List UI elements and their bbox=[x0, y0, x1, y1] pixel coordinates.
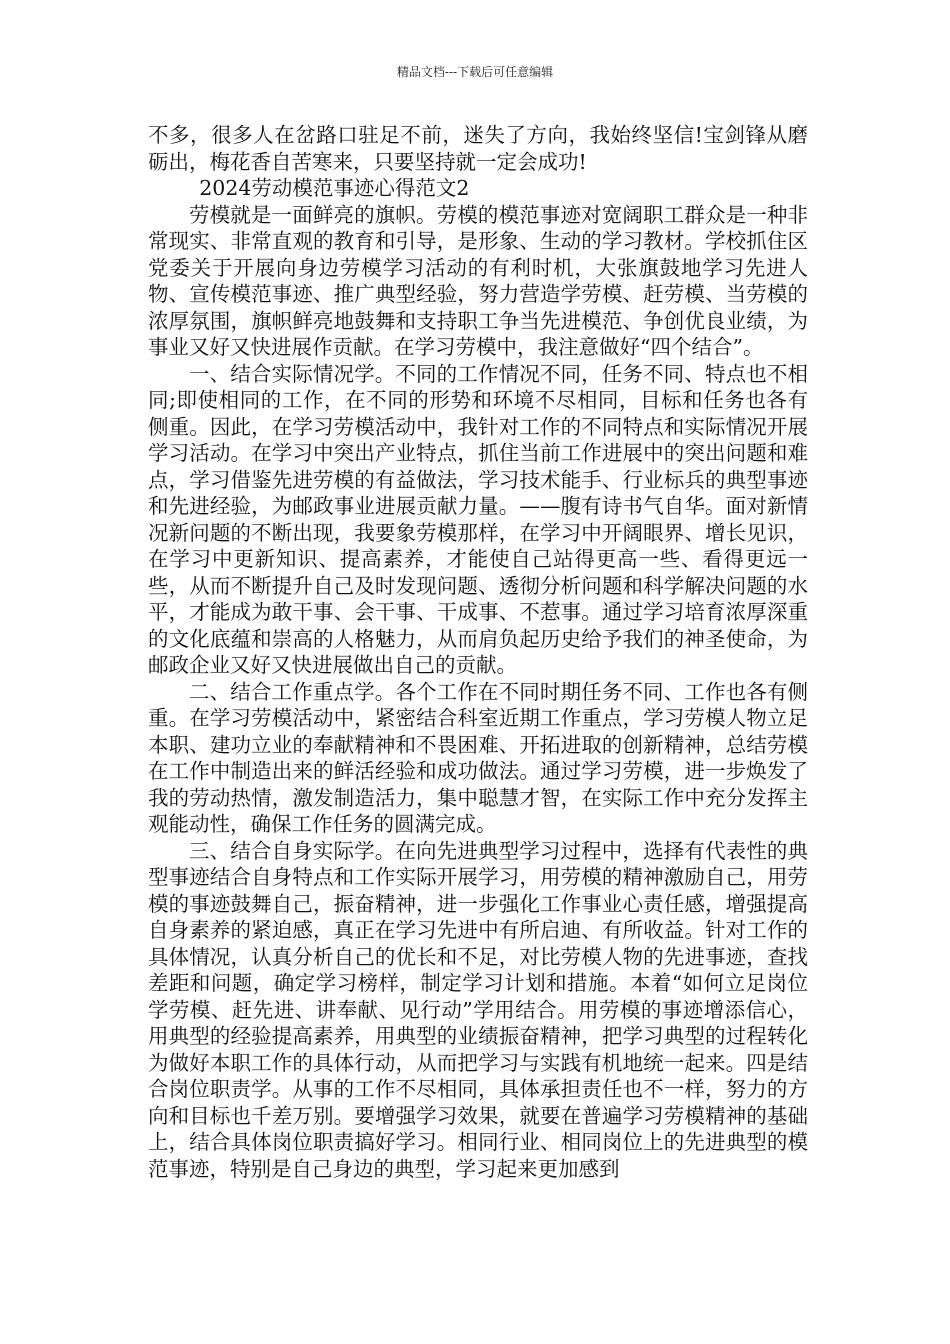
page-header: 精品文档---下载后可任意编辑 bbox=[396, 65, 554, 79]
paragraph-intro: 劳模就是一面鲜亮的旗帜。劳模的模范事迹对宽阔职工群众是一种非常现实、非常直观的教育和引导，是形象、生动的学习教材。学校抓住区党委关于开展向身边劳模学习活动的有利时机，大张旗鼓地学习先进人物、宣传模范事迹、推广典型经验，努力营造学劳模、赶劳模、当劳模的浓厚氛围，旗帜鲜亮地鼓舞和支持职工争当先进模范、争创优良业绩，为事业又好又快进展作贡献。在学习劳模中，我注意做好“四个结合”。 bbox=[148, 202, 808, 359]
paragraph-point-2: 二、结合工作重点学。各个工作在不同时期任务不同、工作也各有侧重。在学习劳模活动中，紧密结合科室近期工作重点，学习劳模人物立足本职、建功立业的奉献精神和不畏困难、开拓进取的创新精神，总结劳模在工作中制造出来的鲜活经验和成功做法。通过学习劳模，进一步焕发了我的劳动热情，激发制造活力，集中聪慧才智，在实际工作中充分发挥主观能动性，确保工作任务的圆满完成。 bbox=[148, 679, 808, 836]
paragraph-point-1: 一、结合实际情况学。不同的工作情况不同，任务不同、特点也不相同;即使相同的工作，在不同的形势和环境不尽相同，目标和任务也各有侧重。因此，在学习劳模活动中，我针对工作的不同特点和实际情况开展学习活动。在学习中突出产业特点，抓住当前工作进展中的突出问题和难点，学习借鉴先进劳模的有益做法，学习技术能手、行业标兵的典型事迹和先进经验，为邮政事业进展贡献力量。——腹有诗书气自华。面对新情况新问题的不断出现，我要象劳模那样，在学习中开阔眼界、增长见识，在学习中更新知识、提高素养，才能使自己站得更高一些、看得更远一些，从而不断提升自己及时发现问题、透彻分析问题和科学解决问题的水平，才能成为敢干事、会干事、干成事、不惹事。通过学习培育浓厚深重的文化底蕴和崇高的人格魅力，从而肩负起历史给予我们的神圣使命，为邮政企业又好又快进展做出自己的贡献。 bbox=[148, 361, 808, 677]
paragraph-continuation: 不多，很多人在岔路口驻足不前，迷失了方向，我始终坚信!宝剑锋从磨砺出，梅花香自苦寒来，只要坚持就一定会成功! bbox=[148, 123, 808, 174]
paragraph-point-3: 三、结合自身实际学。在向先进典型学习过程中，选择有代表性的典型事迹结合自身特点和工作实际开展学习，用劳模的精神激励自己，用劳模的事迹鼓舞自己，振奋精神，进一步强化工作事业心责任感，增强提高自身素养的紧迫感，真正在学习先进中有所启迪、有所收益。针对工作的具体情况，认真分析自己的优长和不足，对比劳模人物的先进事迹，查找差距和问题，确定学习榜样，制定学习计划和措施。本着“如何立足岗位学劳模、赶先进、讲奉献、见行动”学用结合。用劳模的事迹增添信心，用典型的经验提高素养，用典型的业绩振奋精神，把学习典型的过程转化为做好本职工作的具体行动，从而把学习与实践有机地统一起来。四是结合岗位职责学。从事的工作不尽相同，具体承担责任也不一样，努力的方向和目标也千差万别。要增强学习效果，就要在普遍学习劳模精神的基础上，结合具体岗位职责搞好学习。相同行业、相同岗位上的先进典型的模范事迹，特别是自己身边的典型，学习起来更加感到 bbox=[148, 838, 808, 1181]
document-body bbox=[148, 122, 808, 1182]
section-title: 2024劳动模范事迹心得范文2 bbox=[199, 176, 470, 200]
